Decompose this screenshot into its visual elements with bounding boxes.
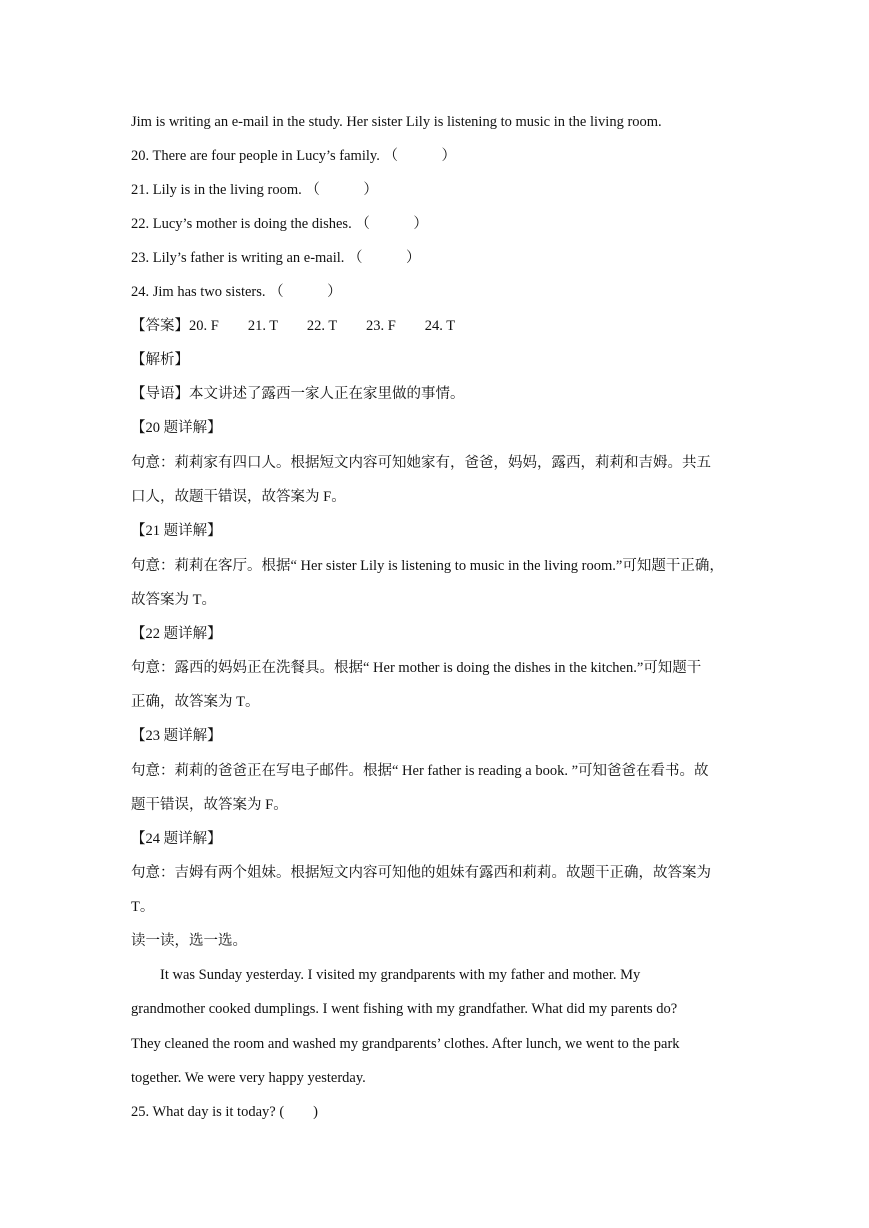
analysis-heading: 【解析】 [131,352,189,368]
reading-passage-line-3: They cleaned the room and washed my grandparents’ clothes. After lunch, we went to the park [131,1036,680,1052]
reading-passage-line-1: It was Sunday yesterday. I visited my grandparents with my father and mother. My [160,967,641,983]
question-24: 24. Jim has two sisters. （ ） [131,284,342,300]
question-23: 23. Lily’s father is writing an e-mail. （ ） [131,250,421,266]
reading-passage-line-2: grandmother cooked dumplings. I went fishing with my grandfather. What did my parents do? [131,1001,678,1017]
detail-20-line-1: 句意：莉莉家有四口人。根据短文内容可知她家有，爸爸，妈妈，露西，莉莉和吉姆。共五 [131,455,711,471]
section-instruction: 读一读，选一选。 [131,933,247,949]
detail-22-line-1: 句意：露西的妈妈正在洗餐具。根据“ Her mother is doing the dishes in the kitchen.”可知题干 [131,660,702,676]
detail-24-heading: 【24 题详解】 [131,831,222,847]
question-20: 20. There are four people in Lucy’s family. （ ） [131,148,456,164]
detail-23-heading: 【23 题详解】 [131,728,222,744]
reading-passage-line-4: together. We were very happy yesterday. [131,1070,366,1086]
detail-21-heading: 【21 题详解】 [131,523,222,539]
detail-20-line-2: 口人，故题干错误，故答案为 F。 [131,489,346,505]
detail-24-line-2: T。 [131,899,155,915]
detail-23-line-2: 题干错误，故答案为 F。 [131,797,288,813]
detail-22-heading: 【22 题详解】 [131,626,222,642]
question-21: 21. Lily is in the living room. （ ） [131,182,378,198]
passage-line: Jim is writing an e-mail in the study. Her sister Lily is listening to music in the living room. [131,114,662,130]
question-22: 22. Lucy’s mother is doing the dishes. （ ） [131,216,428,232]
detail-22-line-2: 正确，故答案为 T。 [131,694,260,710]
detail-24-line-1: 句意：吉姆有两个姐妹。根据短文内容可知他的姐妹有露西和莉莉。故题干正确，故答案为 [131,865,711,881]
detail-20-heading: 【20 题详解】 [131,420,222,436]
detail-23-line-1: 句意：莉莉的爸爸正在写电子邮件。根据“ Her father is reading a book. ”可知爸爸在看书。故 [131,763,709,779]
question-25: 25. What day is it today? ( ) [131,1104,318,1120]
detail-21-line-1: 句意：莉莉在客厅。根据“ Her sister Lily is listening to music in the living room.”可知题干正确， [131,558,724,574]
answer-line: 【答案】20. F 21. T 22. T 23. F 24. T [131,318,456,334]
detail-21-line-2: 故答案为 T。 [131,592,216,608]
intro-line: 【导语】本文讲述了露西一家人正在家里做的事情。 [131,386,465,402]
